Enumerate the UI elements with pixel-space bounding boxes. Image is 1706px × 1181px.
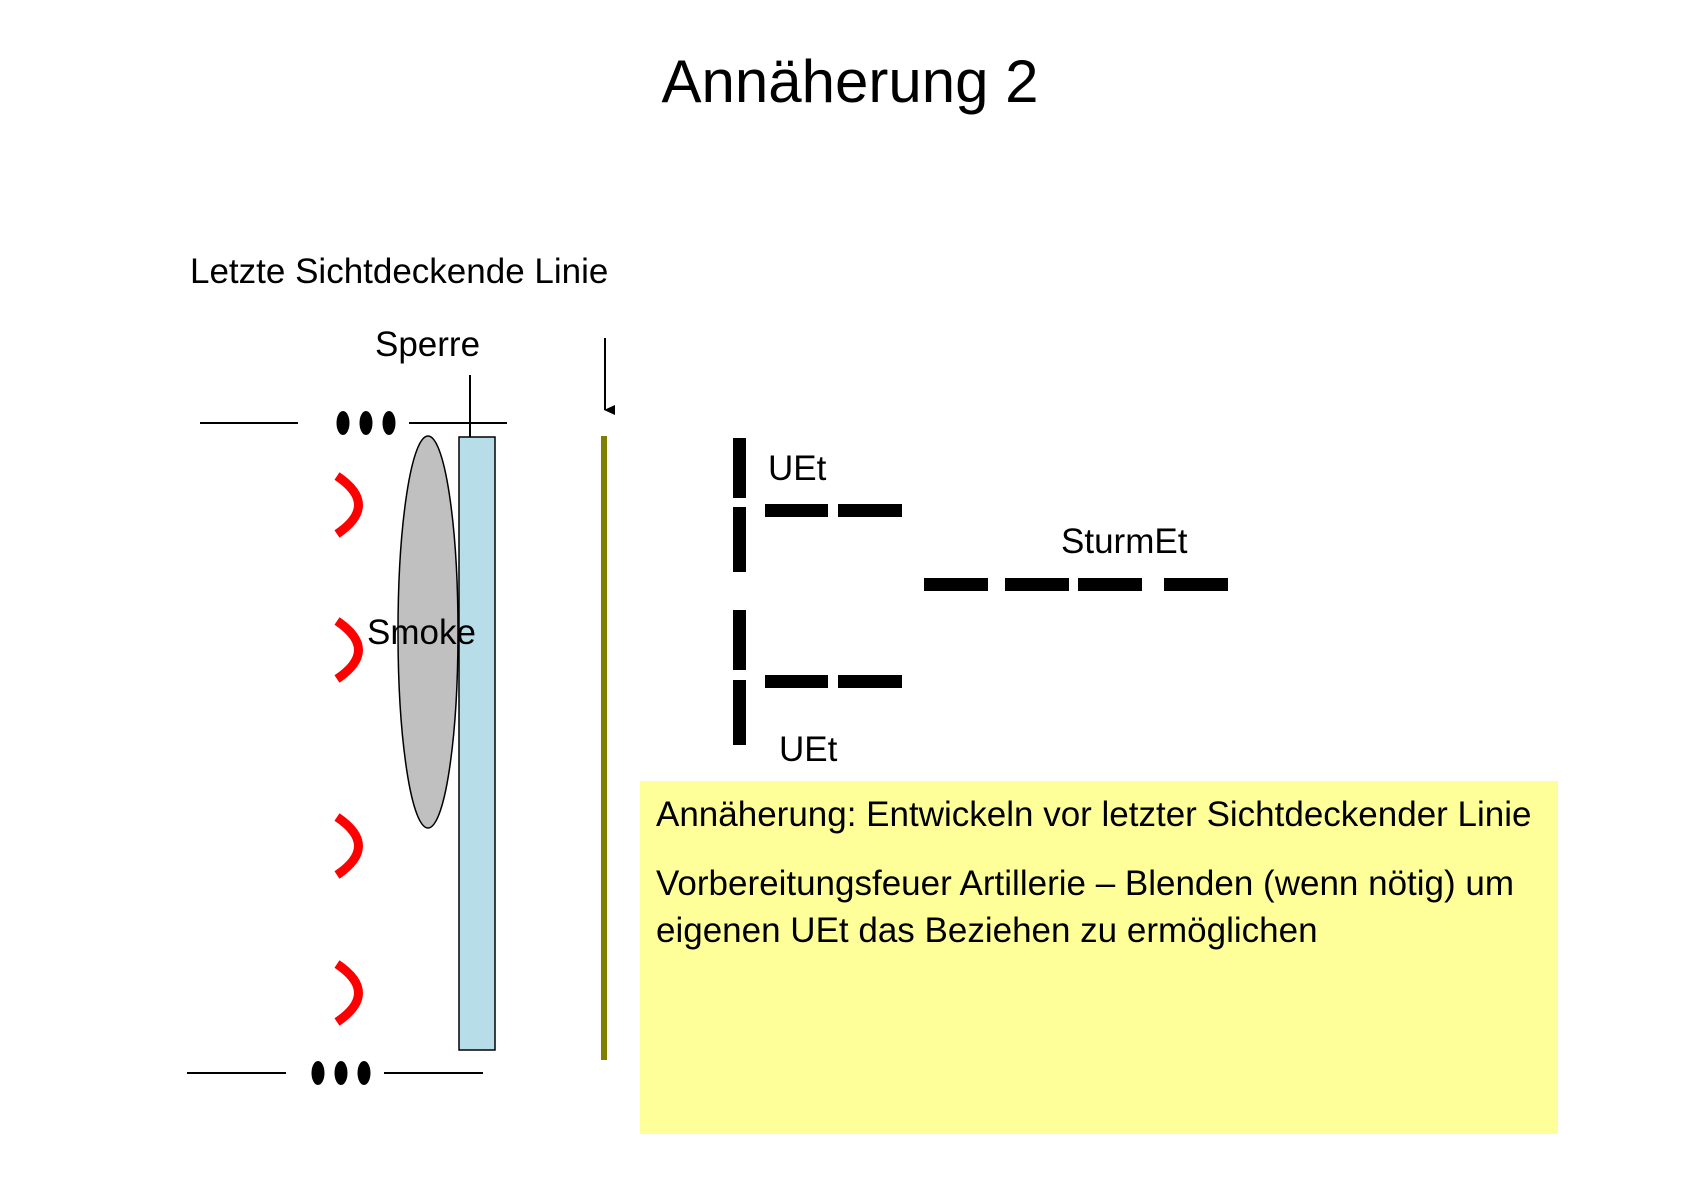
obstacle-barrier	[459, 437, 495, 1050]
note-line-1: Annäherung: Entwickeln vor letzter Sichtdeckender Linie	[656, 795, 1532, 834]
enemy-front-top	[200, 411, 507, 435]
enemy-position-2	[337, 621, 359, 679]
obstacle-label: Sperre	[375, 325, 481, 364]
smoke-label: Smoke	[367, 613, 476, 652]
note-box	[640, 781, 1558, 1134]
support-unit-bottom	[733, 610, 902, 745]
support-unit-bottom-label: UEt	[779, 730, 838, 769]
cover-line-label: Letzte Sichtdeckende Linie	[190, 252, 609, 291]
page-title: Annäherung 2	[661, 48, 1039, 115]
support-unit-top-label: UEt	[768, 449, 827, 488]
assault-unit	[924, 578, 1228, 591]
enemy-position-3	[337, 817, 359, 875]
enemy-position-4	[337, 964, 359, 1022]
enemy-position-1	[337, 476, 359, 534]
assault-unit-label: SturmEt	[1061, 522, 1188, 561]
enemy-front-bottom	[187, 1061, 483, 1085]
note-line-2: Vorbereitungsfeuer Artillerie – Blenden (wenn nötig) um eigenen UEt das Beziehen zu ermöglichen	[656, 864, 1514, 950]
